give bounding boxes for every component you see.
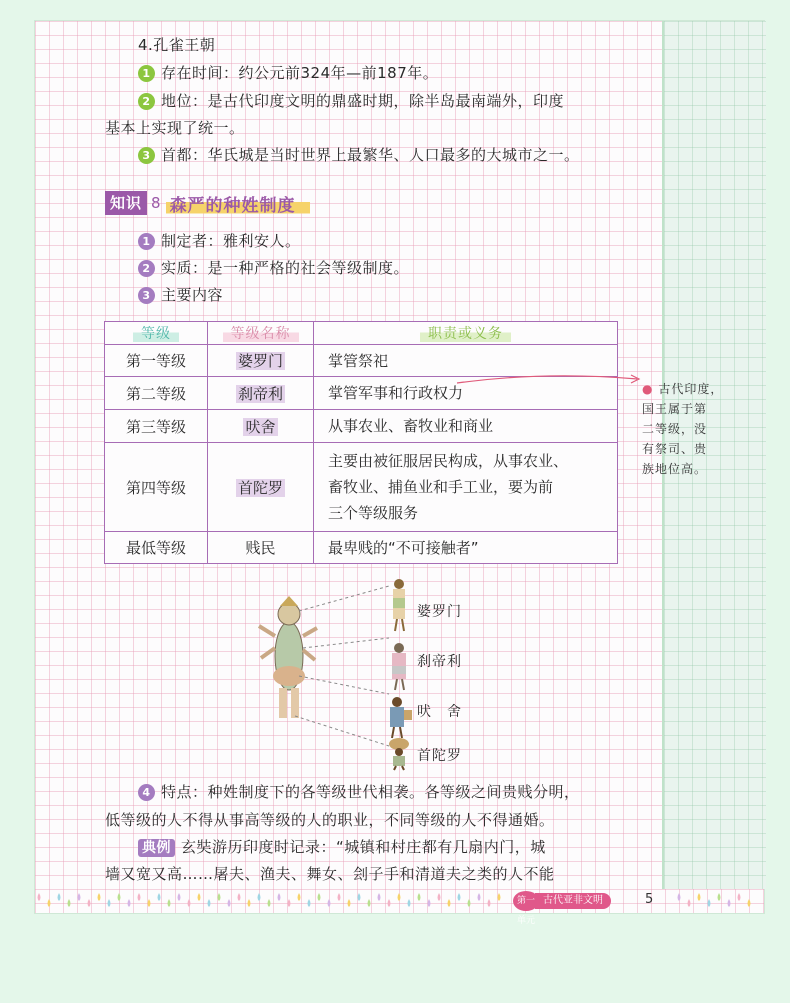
side-note (642, 379, 728, 479)
duty-cell: 从事农业、畜牧业和商业 (314, 410, 618, 443)
caste-name: 刹帝利 (237, 384, 283, 403)
raindrop-icon (418, 893, 421, 901)
raindrop-icon (128, 899, 131, 907)
raindrop-icon (458, 893, 461, 901)
kshatriya-figure-icon (392, 643, 406, 690)
raindrop-icon (318, 893, 321, 901)
unit-badge (513, 891, 611, 926)
figure-label-kshatriya: 刹帝利 (417, 654, 462, 670)
k-point-1 (138, 228, 301, 255)
note-line: 国王属于第 (642, 402, 708, 416)
figure-label-brahmin: 婆罗门 (417, 604, 462, 620)
note-line: 有祭司、贵 (642, 442, 708, 456)
raindrop-icon (408, 899, 411, 907)
note-line: 族地位高。 (642, 462, 708, 476)
raindrop-icon (468, 899, 471, 907)
raindrop-icon (398, 893, 401, 901)
raindrop-icon (298, 893, 301, 901)
figure-label-shudra: 首陀罗 (417, 748, 462, 764)
raindrop-icon (448, 899, 451, 907)
caste-table (104, 321, 618, 564)
name-cell (208, 410, 314, 443)
level-cell: 最低等级 (105, 532, 208, 564)
figure-label-vaishya: 吠 舍 (417, 704, 462, 720)
raindrop-icon (68, 899, 71, 907)
duty-line: 主要由被征服居民构成，从事农业、 (328, 452, 569, 470)
textbook-page (34, 20, 765, 926)
point-2 (138, 88, 564, 115)
raindrop-icon (478, 893, 481, 901)
unit-name: 古代亚非文明 (535, 893, 611, 909)
vaishya-figure-icon (390, 697, 412, 738)
raindrop-icon (378, 893, 381, 901)
example-tag: 典例 (138, 839, 175, 857)
number-badge: 4 (138, 784, 155, 801)
example-text: 玄奘游历印度时记录：“城镇和村庄都有几扇内门，城 (181, 838, 546, 856)
number-badge: 3 (138, 287, 155, 304)
raindrop-icon (198, 893, 201, 901)
caste-name: 婆罗门 (237, 352, 283, 370)
raindrop-icon (328, 899, 331, 907)
point-text: 主要内容 (161, 286, 224, 304)
number-badge: 1 (138, 65, 155, 82)
level-cell: 第一等级 (105, 345, 208, 377)
duty-line: 三个等级服务 (328, 504, 419, 522)
annotation-arrow (455, 369, 645, 389)
raindrop-icon (498, 893, 501, 901)
duty-cell: 掌管军事和行政权力 (314, 377, 618, 410)
raindrop-icon (108, 899, 111, 907)
raindrop-icon (48, 899, 51, 907)
table-row (105, 532, 618, 564)
point-text: 首都：华氏城是当时世界上最繁华、人口最多的大城市之一。 (161, 146, 580, 164)
raindrop-icon (488, 899, 491, 907)
knowledge-heading (105, 190, 310, 216)
caste-name: 首陀罗 (237, 478, 283, 497)
name-cell: 贱民 (208, 532, 314, 564)
caste-name: 吠舍 (245, 417, 276, 436)
raindrop-icon (268, 899, 271, 907)
header-label: 等级名称 (223, 326, 299, 342)
knowledge-number: 8 (151, 194, 161, 212)
raindrop-icon (708, 899, 711, 907)
raindrop-icon (88, 899, 91, 907)
point-2-cont: 基本上实现了统一。 (105, 119, 245, 137)
note-line: ● 古代印度， (642, 382, 724, 396)
raindrop-icon (348, 899, 351, 907)
raindrop-icon (678, 893, 681, 901)
note-line: 二等级，没 (642, 422, 708, 436)
k-point-2 (138, 255, 409, 282)
raindrop-icon (38, 893, 41, 901)
point-text: 实质：是一种严格的社会等级制度。 (161, 259, 410, 277)
raindrop-icon (728, 899, 731, 907)
brahmin-figure-icon (393, 579, 405, 631)
raindrop-icon (138, 893, 141, 901)
point-text: 特点：种姓制度下的各等级世代相袭。各等级之间贵贱分明， (161, 783, 580, 801)
raindrop-icon (218, 893, 221, 901)
table-row (105, 410, 618, 443)
raindrop-icon (698, 893, 701, 901)
header-label: 等级 (133, 326, 179, 342)
raindrop-icon (98, 893, 101, 901)
raindrop-icon (178, 893, 181, 901)
example-line-2: 墙又宽又高……屠夫、渔夫、舞女、刽子手和清道夫之类的人不能 (105, 865, 555, 883)
duty-line: 畜牧业、捕鱼业和手工业，要为前 (328, 478, 554, 496)
header-cell (314, 322, 618, 345)
raindrop-icon (288, 899, 291, 907)
table-header-row (105, 322, 618, 345)
brahma-figure-icon (259, 596, 317, 718)
level-cell: 第三等级 (105, 410, 208, 443)
raindrop-icon (118, 893, 121, 901)
k-point-4-cont: 低等级的人不得从事高等级的人的职业，不同等级的人不得通婚。 (105, 811, 555, 829)
raindrop-icon (258, 893, 261, 901)
level-cell: 第二等级 (105, 377, 208, 410)
k-point-4 (138, 779, 580, 806)
decorative-drops-strip (35, 887, 764, 911)
name-cell (208, 377, 314, 410)
raindrop-icon (158, 893, 161, 901)
knowledge-tag: 知识 (105, 191, 147, 215)
point-1 (138, 60, 438, 87)
point-text: 制定者：雅利安人。 (161, 232, 301, 250)
raindrop-icon (228, 899, 231, 907)
number-badge: 3 (138, 147, 155, 164)
raindrop-icon (388, 899, 391, 907)
raindrop-icon (368, 899, 371, 907)
raindrop-icon (338, 893, 341, 901)
bullet-icon: ● (642, 382, 654, 396)
raindrop-icon (688, 899, 691, 907)
header-label: 职责或义务 (420, 326, 511, 342)
raindrop-icon (438, 893, 441, 901)
raindrop-icon (208, 899, 211, 907)
raindrop-icon (748, 899, 751, 907)
name-cell (208, 443, 314, 532)
duty-cell: 掌管祭祀 (314, 345, 618, 377)
number-badge: 2 (138, 260, 155, 277)
header-cell (208, 322, 314, 345)
raindrop-icon (308, 899, 311, 907)
example-line-1 (138, 834, 546, 861)
section-heading: 4.孔雀王朝 (138, 36, 216, 54)
k-point-3 (138, 282, 223, 309)
point-3 (138, 142, 580, 169)
raindrop-icon (58, 893, 61, 901)
duty-cell: 最卑贱的“不可接触者” (314, 532, 618, 564)
raindrop-icon (168, 899, 171, 907)
raindrop-icon (738, 893, 741, 901)
shudra-figure-icon (389, 738, 409, 770)
point-text: 存在时间：约公元前324年—前187年。 (161, 64, 439, 82)
duty-cell (314, 443, 618, 532)
caste-origin-illustration (251, 576, 421, 771)
number-badge: 2 (138, 93, 155, 110)
raindrop-icon (238, 893, 241, 901)
raindrop-icon (188, 899, 191, 907)
number-badge: 1 (138, 233, 155, 250)
level-cell: 第四等级 (105, 443, 208, 532)
raindrop-icon (248, 899, 251, 907)
name-cell (208, 345, 314, 377)
point-text: 地位：是古代印度文明的鼎盛时期，除半岛最南端外，印度 (161, 92, 565, 110)
header-cell (105, 322, 208, 345)
page-number: 5 (645, 892, 654, 907)
unit-number: 第一单元 (513, 891, 539, 911)
knowledge-title: 森严的种姓制度 (166, 191, 310, 216)
raindrop-icon (78, 893, 81, 901)
raindrop-icon (278, 893, 281, 901)
raindrop-icon (718, 893, 721, 901)
raindrop-icon (148, 899, 151, 907)
table-row (105, 443, 618, 532)
raindrop-icon (428, 899, 431, 907)
raindrop-icon (358, 893, 361, 901)
